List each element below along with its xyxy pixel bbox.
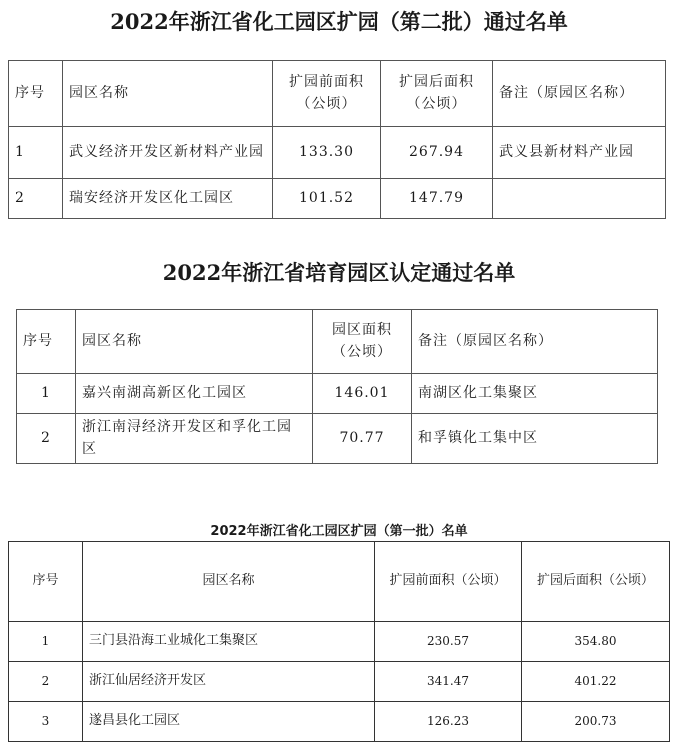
cell-name: 三门县沿海工业城化工集聚区 <box>83 622 375 662</box>
table-row <box>17 374 658 414</box>
cell-area-after: 147.79 <box>381 179 493 219</box>
cell-area-after: 401.22 <box>522 662 670 702</box>
header-name: 园区名称 <box>63 61 273 127</box>
table-row <box>9 179 666 219</box>
table1-header-row <box>9 61 666 127</box>
cell-seq: 2 <box>17 414 76 464</box>
header-area-before: 扩园前面积（公顷） <box>273 61 381 127</box>
cell-area: 146.01 <box>313 374 412 414</box>
table-row <box>9 662 670 702</box>
cell-note: 和孚镇化工集中区 <box>412 414 658 464</box>
table-row <box>17 414 658 464</box>
header-note: 备注（原园区名称） <box>412 310 658 374</box>
table2-title: 2022年浙江省培育园区认定通过名单 <box>162 260 516 285</box>
cell-area-before: 230.57 <box>375 622 522 662</box>
cell-seq: 3 <box>9 702 83 742</box>
table3 <box>8 541 670 742</box>
cell-area-before: 133.30 <box>273 127 381 179</box>
cell-note: 南湖区化工集聚区 <box>412 374 658 414</box>
header-seq: 序号 <box>9 61 63 127</box>
header-area-before: 扩园前面积（公顷） <box>375 542 522 622</box>
cell-seq: 1 <box>17 374 76 414</box>
header-area-after: 扩园后面积（公顷） <box>381 61 493 127</box>
cell-name: 遂昌县化工园区 <box>83 702 375 742</box>
cell-area-before: 101.52 <box>273 179 381 219</box>
cell-area: 70.77 <box>313 414 412 464</box>
cell-name: 武义经济开发区新材料产业园 <box>63 127 273 179</box>
cell-seq: 1 <box>9 622 83 662</box>
header-area: 园区面积（公顷） <box>313 310 412 374</box>
header-name: 园区名称 <box>83 542 375 622</box>
header-note: 备注（原园区名称） <box>493 61 666 127</box>
cell-seq: 2 <box>9 179 63 219</box>
cell-area-after: 267.94 <box>381 127 493 179</box>
cell-name: 瑞安经济开发区化工园区 <box>63 179 273 219</box>
table2-header-row <box>17 310 658 374</box>
table-row <box>9 702 670 742</box>
cell-note: 武义县新材料产业园 <box>493 127 666 179</box>
table-row <box>9 622 670 662</box>
table1-title: 2022年浙江省化工园区扩园（第二批）通过名单 <box>110 9 568 34</box>
header-seq: 序号 <box>17 310 76 374</box>
table3-title: 2022年浙江省化工园区扩园（第一批）名单 <box>210 524 468 539</box>
header-area-after: 扩园后面积（公顷） <box>522 542 670 622</box>
cell-name: 浙江南浔经济开发区和孚化工园区 <box>76 414 313 464</box>
cell-name: 嘉兴南湖高新区化工园区 <box>76 374 313 414</box>
table-row <box>9 127 666 179</box>
table2 <box>16 309 658 464</box>
cell-name: 浙江仙居经济开发区 <box>83 662 375 702</box>
cell-area-before: 126.23 <box>375 702 522 742</box>
table3-header-row <box>9 542 670 622</box>
table1 <box>8 60 666 219</box>
cell-seq: 1 <box>9 127 63 179</box>
cell-note <box>493 179 666 219</box>
header-name: 园区名称 <box>76 310 313 374</box>
cell-area-after: 200.73 <box>522 702 670 742</box>
cell-area-before: 341.47 <box>375 662 522 702</box>
header-seq: 序号 <box>9 542 83 622</box>
cell-seq: 2 <box>9 662 83 702</box>
cell-area-after: 354.80 <box>522 622 670 662</box>
